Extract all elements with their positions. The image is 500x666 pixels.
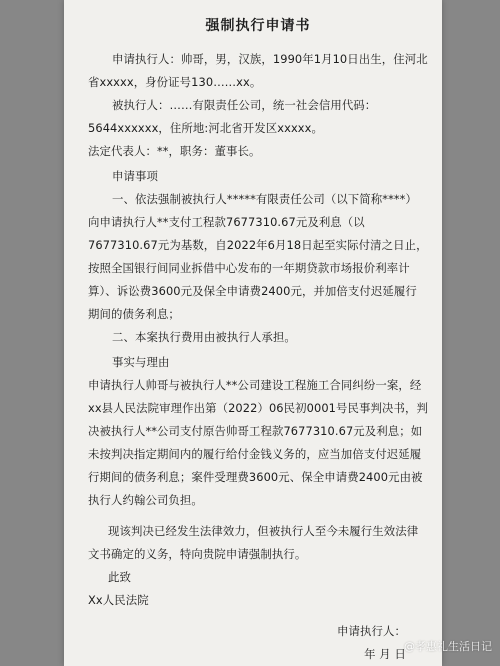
date-line: 年 月 日: [364, 647, 406, 661]
facts-body: 申请执行人帅哥与被执行人**公司建设工程施工合同纠纷一案，经xx县人民法院审理作出第（2022）06民初0001号民事判决书，判决被执行人**公司支付原告帅哥工程款7677310.67元及利息；如未按判决指定期间内的履行给付金钱义务的，应当加倍支付迟延履行期间的债务利息；案件受理费3600元、保全申请费2400元由被执行人约翰公司负担。: [88, 378, 428, 507]
document-title: 强制执行申请书: [205, 18, 311, 34]
respondent-info: 被执行人：……有限责任公司，统一社会信用代码：5644xxxxxx，住所地:河北省开发区xxxxx。: [88, 98, 377, 135]
court-name: Xx人民法院: [88, 593, 149, 607]
facts-heading: 事实与理由: [112, 355, 170, 369]
signature-label: 申请执行人：: [337, 624, 406, 638]
request-item-2: 二、本案执行费用由被执行人承担。: [112, 330, 296, 344]
application-document: [88, 14, 428, 666]
legal-representative: 法定代表人：**，职务：董事长。: [88, 144, 261, 158]
watermark-text: @孝惠礼生活日记: [404, 640, 492, 653]
items-heading: 申请事项: [112, 169, 158, 183]
applicant-info: 申请执行人：帅哥，男，汉族，1990年1月10日出生，住河北省xxxxx，身份证号130……xx。: [88, 52, 428, 89]
request-item-1: 一、依法强制被执行人*****有限责任公司（以下简称****）向申请执行人**支付工程款7677310.67元及利息（以7677310.67元为基数，自2022年6月18日起至实际付清之日止，按照全国银行间同业拆借中心发布的一年期贷款市场报价利率计算）、诉讼费3600元及保全申请费2400元，并加倍支付迟延履行期间的债务利息；: [88, 192, 428, 321]
salutation: 此致: [108, 570, 131, 584]
closing-paragraph: 现该判决已经发生法律效力，但被执行人至今未履行生效法律文书确定的义务，特向贵院申请强制执行。: [88, 524, 419, 561]
